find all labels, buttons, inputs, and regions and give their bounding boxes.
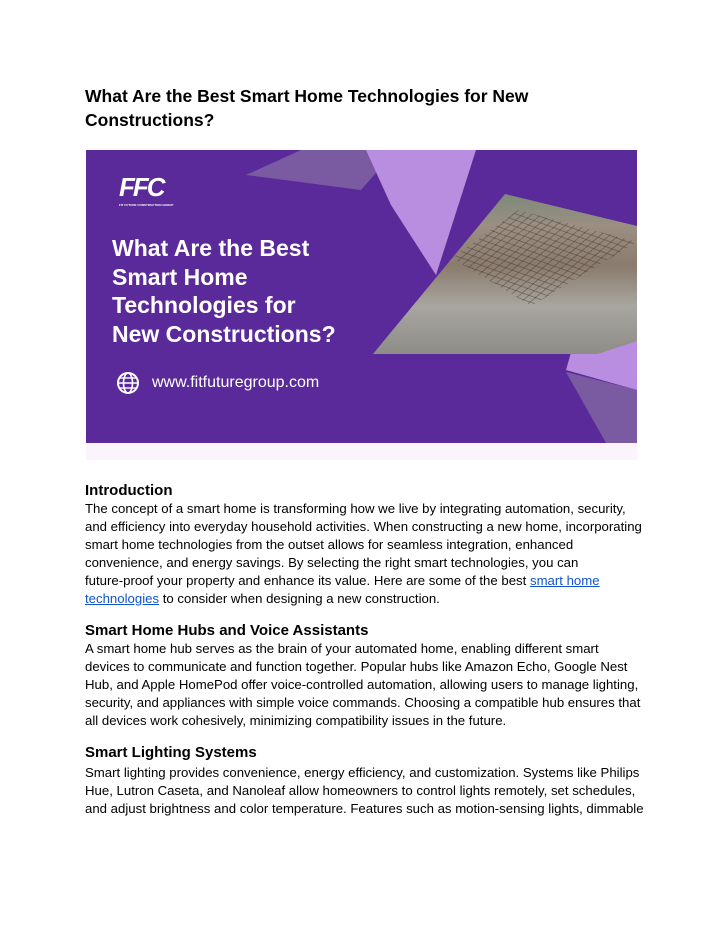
smart-home-technologies-link[interactable]: technologies: [85, 591, 160, 606]
section-heading: Smart Home Hubs and Voice Assistants: [85, 622, 369, 639]
banner-url: [116, 371, 319, 395]
text-line: and efficiency into everyday household activities. When constructing a new home, incorporating: [85, 519, 642, 534]
section-paragraph: [85, 500, 645, 608]
section-heading: Introduction: [85, 482, 173, 499]
banner-title-line: New Constructions?: [112, 320, 336, 347]
text-line: [85, 590, 645, 608]
page-title: [85, 84, 605, 132]
text-line: and adjust brightness and color temperature. Features such as motion-sensing lights, dimmable: [85, 801, 644, 816]
text-line: A smart home hub serves as the brain of your automated home, enabling different smart: [85, 641, 599, 656]
text-line: Hub, and Apple HomePod offer voice-controlled automation, allowing users to manage lighting,: [85, 677, 639, 692]
section-paragraph: [85, 640, 645, 730]
banner-title-line: What Are the Best: [112, 235, 310, 261]
banner-title-line: Smart Home: [112, 263, 248, 290]
banner-title: [112, 234, 336, 348]
text-line: The concept of a smart home is transforming how we live by integrating automation, security,: [85, 501, 626, 516]
banner-url-text: www.fitfuturegroup.com: [152, 374, 320, 391]
company-logo: FFC FIT FUTURE CONSTRUCTION GROUP: [119, 172, 174, 207]
section-paragraph: [85, 764, 645, 818]
globe-icon: [116, 371, 140, 395]
banner-title-line: Technologies for: [112, 292, 296, 318]
title-line: Constructions?: [85, 110, 215, 130]
smart-home-technologies-link[interactable]: smart home: [529, 573, 600, 588]
text-line: Smart lighting provides convenience, energy efficiency, and customization. Systems like Philips: [85, 765, 640, 780]
text-line: devices to communicate and function together. Popular hubs like Amazon Echo, Google Nest: [85, 659, 628, 674]
section-heading: Smart Lighting Systems: [85, 744, 257, 761]
text-span: future-proof your property and enhance its value. Here are some of the best: [85, 573, 530, 588]
text-line: smart home technologies from the outset allows for seamless integration, enhanced: [85, 537, 574, 552]
text-line: [85, 572, 645, 590]
text-line: security, and appliances with simple voice commands. Choosing a compatible hub ensures that: [85, 695, 641, 710]
text-line: all devices work cohesively, minimizing compatibility issues in the future.: [85, 713, 507, 728]
text-line: Hue, Lutron Caseta, and Nanoleaf allow homeowners to control lights remotely, set schedules,: [85, 783, 636, 798]
banner-background: [86, 150, 637, 443]
text-span: to consider when designing a new construction.: [162, 591, 440, 606]
text-line: convenience, and energy savings. By selecting the right smart technologies, you can: [85, 555, 579, 570]
banner-image: [86, 150, 637, 460]
title-line: What Are the Best Smart Home Technologies for New: [85, 86, 529, 106]
